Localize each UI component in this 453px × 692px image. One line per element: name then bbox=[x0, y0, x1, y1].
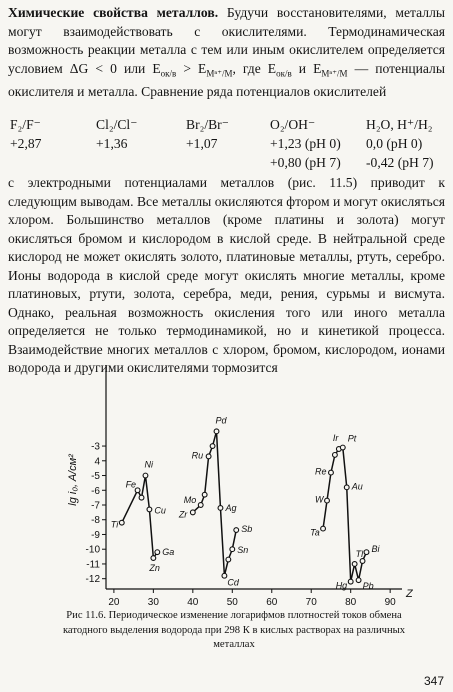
data-point bbox=[226, 557, 231, 562]
x-tick-label: 80 bbox=[345, 597, 357, 608]
x-tick-label: 20 bbox=[108, 597, 120, 608]
page-number: 347 bbox=[424, 674, 445, 688]
y-tick-label: -7 bbox=[91, 500, 100, 512]
header-oxygen: O₂/OH⁻ bbox=[270, 117, 316, 132]
paragraph-intro bbox=[8, 4, 445, 101]
y-tick-label: -10 bbox=[85, 544, 100, 556]
point-label: Hg bbox=[335, 580, 348, 591]
potentials-row-2 bbox=[8, 155, 448, 174]
sub-metal-1: Mⁿ⁺/M bbox=[206, 68, 233, 79]
data-point bbox=[139, 495, 144, 500]
header-bromine: Br₂/Br⁻ bbox=[186, 117, 229, 132]
data-point bbox=[348, 579, 353, 584]
y-tick-label: -12 bbox=[85, 574, 100, 586]
x-tick-label: 70 bbox=[305, 597, 317, 608]
point-label: Ru bbox=[191, 450, 204, 461]
header-chlorine: Cl₂/Cl⁻ bbox=[96, 117, 138, 132]
data-point bbox=[344, 485, 349, 490]
value-oxygen-ph0: +1,23 (pH 0) bbox=[270, 136, 341, 151]
data-point bbox=[202, 492, 207, 497]
data-point bbox=[352, 562, 357, 567]
value-hydrogen-ph0: 0,0 (pH 0) bbox=[366, 136, 423, 151]
data-point bbox=[147, 507, 152, 512]
point-label: Tl bbox=[355, 548, 364, 559]
data-point bbox=[190, 510, 195, 515]
header-fluorine: F₂/F⁻ bbox=[10, 117, 41, 132]
x-axis-label: Z bbox=[406, 588, 413, 600]
data-point bbox=[151, 556, 156, 561]
x-tick-label: 50 bbox=[226, 597, 238, 608]
point-label: Ni bbox=[144, 459, 153, 470]
point-label: Ti bbox=[110, 519, 119, 530]
point-label: Bi bbox=[371, 544, 380, 555]
data-point bbox=[222, 573, 227, 578]
point-label: Pb bbox=[362, 581, 374, 592]
x-tick-label: 90 bbox=[384, 597, 396, 608]
sub-oxidizer-1: ок/в bbox=[160, 68, 177, 79]
intro-text-e: — потенциалы окислителя и металла. Сравнение ряда потенциалов окислителей bbox=[8, 60, 445, 99]
y-axis-label: lg i₀, A/см² bbox=[67, 454, 79, 506]
point-label: Au bbox=[351, 481, 363, 492]
value-hydrogen-ph7: -0,42 (pH 7) bbox=[366, 155, 434, 170]
exchange-current-chart bbox=[64, 357, 414, 609]
point-label: Pd bbox=[215, 415, 227, 426]
intro-text-c: , где E bbox=[232, 60, 277, 76]
data-point bbox=[210, 444, 215, 449]
value-bromine: +1,07 bbox=[186, 136, 218, 151]
caption-prefix: Рис 11.6. bbox=[66, 610, 106, 621]
point-label: Sb bbox=[241, 524, 253, 535]
y-tick-label: -5 bbox=[91, 471, 100, 483]
data-point bbox=[230, 547, 235, 552]
y-tick-label: -8 bbox=[91, 515, 100, 527]
data-point bbox=[143, 473, 148, 478]
data-point bbox=[321, 526, 326, 531]
data-point bbox=[155, 550, 160, 555]
point-label: Pt bbox=[347, 433, 357, 444]
point-label: Ta bbox=[310, 527, 320, 538]
y-tick-label: -6 bbox=[91, 485, 100, 497]
header-hydrogen: H₂O, H⁺/H₂ bbox=[366, 117, 433, 132]
data-point bbox=[333, 452, 338, 457]
data-point bbox=[356, 578, 361, 583]
sub-metal-2: Mⁿ⁺/M bbox=[321, 68, 348, 79]
data-point bbox=[340, 445, 345, 450]
y-tick-label: -9 bbox=[91, 529, 100, 541]
intro-text-a: Будучи восстановителями, металлы могут взаимодействовать с окислителями. Термодинамическая возможность реакции металла с тем или иным окислителем определяется условием ΔG < 0 или E bbox=[8, 5, 445, 76]
data-point bbox=[364, 550, 369, 555]
intro-text-d: и E bbox=[291, 60, 322, 76]
x-tick-label: 40 bbox=[187, 597, 199, 608]
data-point bbox=[234, 528, 239, 533]
potentials-header-row bbox=[8, 117, 448, 136]
data-point bbox=[119, 520, 124, 525]
data-point bbox=[198, 503, 203, 508]
paragraph-main: с электродными потенциалами металлов (рис. 11.5) приводит к следующим выводам. Все металлы окисляются фтором и могут окисляться хлором. Большинство металлов (кроме платины и золота) могут окисляться бромом и кислородом в кислой среде. В нейтральной среде кислород не может окислять золото, платиновые металлы, ртуть, серебро. Ионы водорода в кислой среде могут окислять многие металлы, кроме платиновых, ртути, золота, серебра, меди, рения, сурьмы и висмута. Однако, реальная возможность окисления того или иного металла определяется не только термодинамикой, но и кинетикой процесса. Взаимодействие многих металлов с хлором, бромом, кислородом, ионами водорода и другими окислителями тормозится bbox=[8, 175, 445, 375]
data-point bbox=[214, 429, 219, 434]
point-label: Fe bbox=[125, 479, 137, 490]
point-label: Mo bbox=[183, 495, 197, 505]
point-label: Ag bbox=[225, 502, 237, 513]
point-label: Zr bbox=[178, 509, 188, 520]
section-title: Химические свойства металлов. bbox=[8, 5, 219, 20]
data-point bbox=[218, 506, 223, 511]
caption-text: Периодическое изменение логарифмов плотностей токов обмена катодного выделения водорода при 298 К в кислых растворах на различных металлах bbox=[62, 610, 406, 650]
point-label: Ir bbox=[332, 433, 339, 443]
value-chlorine: +1,36 bbox=[96, 136, 128, 151]
intro-text-b: > E bbox=[176, 60, 207, 76]
y-tick-label: -3 bbox=[91, 441, 100, 453]
value-fluorine: +2,87 bbox=[10, 136, 42, 151]
value-oxygen-ph7: +0,80 (pH 7) bbox=[270, 155, 341, 170]
sub-oxidizer-2: ок/в bbox=[276, 68, 292, 79]
data-point bbox=[329, 470, 334, 475]
point-label: Zn bbox=[149, 563, 160, 574]
y-tick-label: 4 bbox=[94, 456, 100, 468]
point-label: Re bbox=[314, 466, 327, 477]
point-label: Cu bbox=[154, 505, 166, 516]
y-tick-label: -11 bbox=[86, 559, 100, 571]
point-label: Ga bbox=[162, 547, 175, 558]
x-tick-label: 30 bbox=[147, 597, 159, 608]
point-label: W bbox=[315, 494, 324, 505]
potentials-row-1 bbox=[8, 136, 448, 155]
potentials-table bbox=[8, 117, 448, 174]
figure-caption bbox=[44, 609, 424, 653]
point-label: Sn bbox=[237, 545, 249, 556]
point-label: Cd bbox=[227, 577, 239, 588]
x-tick-label: 60 bbox=[266, 597, 278, 608]
data-point bbox=[360, 559, 365, 564]
data-point bbox=[206, 454, 211, 459]
data-point bbox=[325, 498, 330, 503]
